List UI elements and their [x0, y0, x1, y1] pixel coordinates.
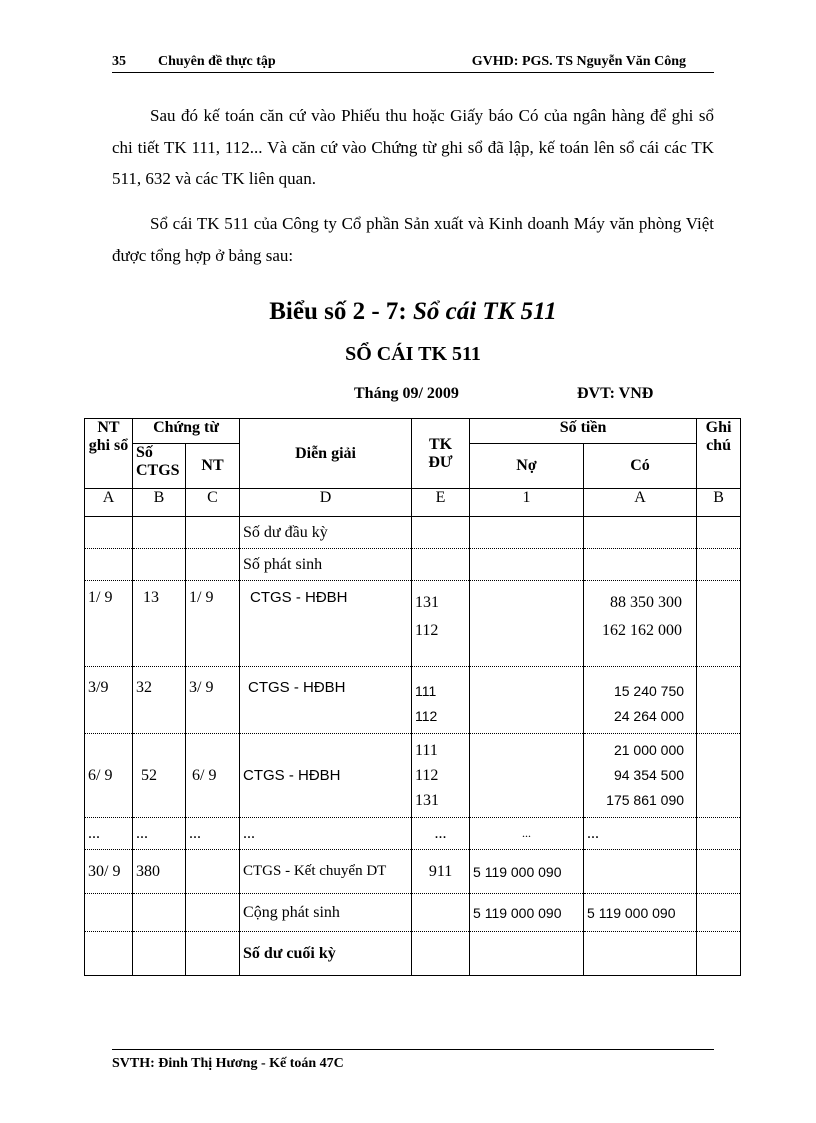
arising-row: [85, 549, 741, 581]
header-nt: NT: [186, 444, 240, 489]
page-footer: SVTH: Đinh Thị Hương - Kế toán 47C: [112, 1049, 714, 1072]
ledger-title: SỔ CÁI TK 511: [345, 343, 481, 365]
closing-balance-label: Số dư cuối kỳ: [240, 932, 412, 976]
page-header: [112, 52, 714, 73]
letter-cell: A: [85, 489, 133, 517]
letter-cell: 1: [470, 489, 584, 517]
ledger-month: Tháng 09/ 2009: [354, 385, 459, 402]
opening-balance-label: Số dư đầu kỳ: [240, 517, 412, 549]
total-label: Cộng phát sinh: [240, 894, 412, 932]
total-row: Cộng phát sinh 5 119 000 090 5 119 000 090: [85, 894, 741, 932]
table-row: 6/ 9 52 6/ 9 CTGS - HĐBH 111 112 131 21 000 000 94 354 500 175 861 090: [85, 734, 741, 818]
letter-cell: C: [186, 489, 240, 517]
header-ghi-chu: Ghi chú: [697, 419, 741, 489]
opening-balance-row: [85, 517, 741, 549]
letter-cell: D: [240, 489, 412, 517]
letter-cell: B: [697, 489, 741, 517]
header-tk-du: TK ĐƯ: [412, 419, 470, 489]
header-so-ctgs: Số CTGS: [133, 444, 186, 489]
advisor-name: GVHD: PGS. TS Nguyễn Văn Công: [471, 54, 686, 69]
header-nt-ghi-so: NT ghi sổ: [85, 419, 133, 489]
table-caption: Biểu số 2 - 7: Sổ cái TK 511: [269, 298, 557, 325]
paragraph-2: Sổ cái TK 511 của Công ty Cổ phần Sản xuất và Kinh doanh Máy văn phòng Việt được tổng hợp ở bảng sau:: [112, 214, 714, 265]
letter-cell: E: [412, 489, 470, 517]
ledger-table: [84, 418, 741, 976]
column-letters-row: [85, 489, 741, 517]
letter-cell: A: [584, 489, 697, 517]
header-no: Nợ: [470, 444, 584, 489]
letter-cell: B: [133, 489, 186, 517]
header-dien-giai: Diễn giải: [240, 419, 412, 489]
currency-unit: ĐVT: VNĐ: [577, 385, 654, 402]
table-row: 3/9 32 3/ 9 CTGS - HĐBH 111 112 15 240 750 24 264 000: [85, 667, 741, 734]
header-chung-tu: Chứng từ: [133, 419, 240, 444]
paragraph-1: Sau đó kế toán căn cứ vào Phiếu thu hoặc Giấy báo Có của ngân hàng để ghi sổ chi tiết TK 111, 112... Và căn cứ vào Chứng từ ghi sổ đã lập, kế toán lên sổ cái các TK 511, 632 và các TK liên quan.: [112, 106, 714, 188]
ellipsis-row: ... ... ... ... ... ... ...: [85, 818, 741, 850]
table-row: 1/ 9 13 1/ 9 CTGS - HĐBH 131 112 88 350 300 162 162 000: [85, 581, 741, 667]
arising-label: Số phát sinh: [240, 549, 412, 581]
closing-balance-row: [85, 932, 741, 976]
header-co: Có: [584, 444, 697, 489]
header-so-tien: Số tiền: [470, 419, 697, 444]
transfer-row: 30/ 9 380 CTGS - Kết chuyển DT 911 5 119 000 090: [85, 850, 741, 894]
page-number: 35: [112, 54, 126, 69]
report-subject: Chuyên đề thực tập: [158, 54, 276, 69]
